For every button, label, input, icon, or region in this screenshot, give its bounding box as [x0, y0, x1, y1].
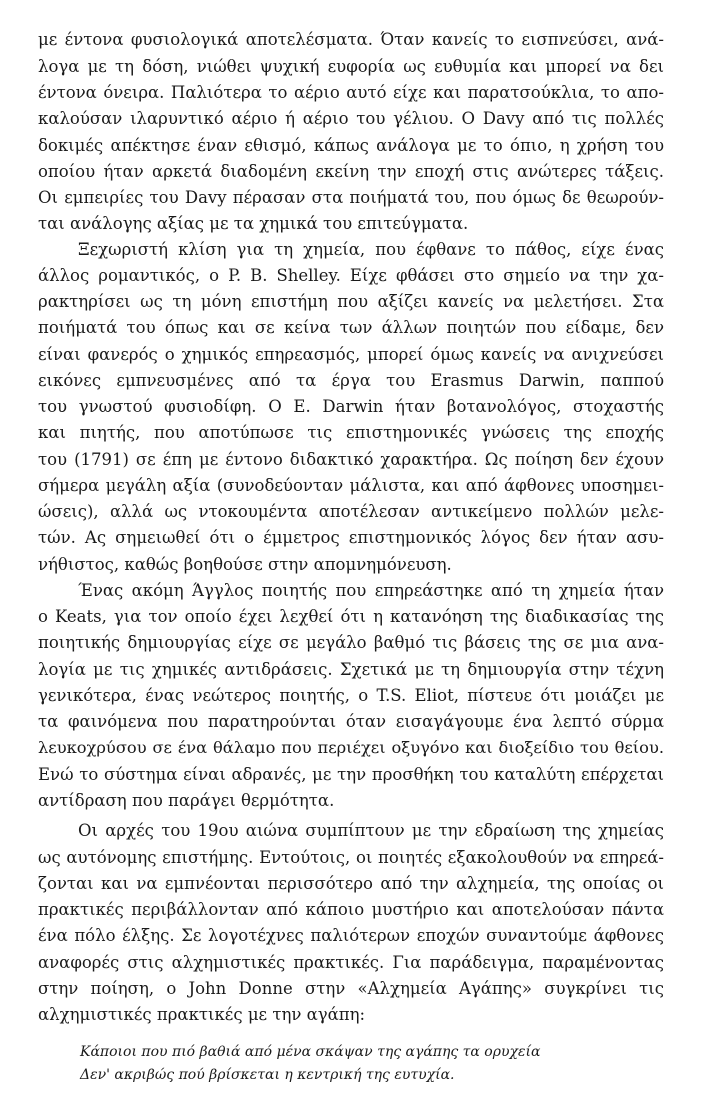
text-line: λευκοχρύσου σε ένα θάλαμο που περιέχει οξυγόνο και διοξείδιο του θείου. [38, 738, 664, 757]
text-line: καλούσαν ιλαρυντικό αέριο ή αέριο του γέλιου. Ο Davy από τις πολλές [38, 109, 664, 128]
text-line: πρακτικές περιβάλλονταν από κάποιο μυστήριο και αποτελούσαν πάντα [38, 900, 664, 919]
text-line: είναι φανερός ο χημικός επηρεασμός, μπορεί όμως κανείς να ανιχνεύσει [38, 345, 664, 364]
text-line: αλχημιστικές πρακτικές με την αγάπη: [38, 1005, 366, 1024]
text-line: ο Keats, για τον οποίο έχει λεχθεί ότι η κατανόηση της διαδικασίας της [38, 607, 664, 626]
quote-line: Κάποιοι που πιό βαθιά από μένα σκάψαν της αγάπης τα ορυχεία [80, 1044, 541, 1060]
text-line: ως αυτόνομης επιστήμης. Εντούτοις, οι ποιητές εξακολουθούν να επηρεά- [38, 848, 664, 867]
text-line: ζονται και να εμπνέονται περισσότερο από την αλχημεία, της οποίας οι [38, 874, 664, 893]
text-line: τα φαινόμενα που παρατηρούνται όταν εισαγάγουμε ένα λεπτό σύρμα [38, 712, 664, 731]
text-line: έντονα όνειρα. Παλιότερα το αέριο αυτό είχε και παρατσούκλια, το απο- [38, 83, 664, 102]
quote-line: Δεν' ακριβώς πού βρίσκεται η κεντρική της ευτυχία. [80, 1067, 455, 1083]
text-line: με έντονα φυσιολογικά αποτελέσματα. Όταν κανείς το εισπνεύσει, ανά- [38, 30, 664, 49]
text-line: αντίδραση που παράγει θερμότητα. [38, 791, 335, 810]
text-line: λογία με τις χημικές αντιδράσεις. Σχετικά με τη δημιουργία στην τέχνη [38, 660, 664, 679]
text-line: ται ανάλογης αξίας με τα χημικά του επιτεύγματα. [38, 214, 469, 233]
text-line: οποίου ήταν αρκετά διαδομένη εκείνη την εποχή στις ανώτερες τάξεις. [38, 162, 664, 181]
text-line: Ξεχωριστή κλίση για τη χημεία, που έφθανε το πάθος, είχε ένας [78, 240, 664, 259]
text-line: του (1791) σε έπη με έντονο διδακτικό χαρακτήρα. Ως ποίηση δεν έχουν [38, 450, 664, 469]
text-line: ώσεις), αλλά ως ντοκουμέντα αποτέλεσαν αντικείμενο πολλών μελε- [38, 502, 664, 521]
text-line: δοκιμές απέκτησε έναν εθισμό, κάπως ανάλογα με το όπιο, η χρήση του [38, 136, 664, 155]
text-line: σήμερα μεγάλη αξία (συνοδεύονταν μάλιστα, και από άφθονες υποσημει- [38, 476, 664, 495]
text-line: Οι εμπειρίες του Davy πέρασαν στα ποιήματά του, που όμως δε θεωρούν- [38, 188, 664, 207]
text-line: λογα με τη δόση, νιώθει ψυχική ευφορία ως ευθυμία και μπορεί να δει [38, 57, 664, 76]
text-line: ποιητικής δημιουργίας είχε σε μεγάλο βαθμό τις βάσεις της σε μια ανα- [38, 633, 664, 652]
text-line: αναφορές στις αλχημιστικές πρακτικές. Για παράδειγμα, παραμένοντας [38, 953, 664, 972]
text-line: γενικότερα, ένας νεώτερος ποιητής, ο T.S. Eliot, πίστευε ότι μοιάζει με [38, 686, 664, 705]
text-line: του γνωστού φυσιοδίφη. Ο E. Darwin ήταν βοτανολόγος, στοχαστής [38, 397, 664, 416]
text-line: άλλος ρομαντικός, ο P. B. Shelley. Είχε φθάσει στο σημείο να την χα- [38, 266, 664, 285]
text-line: εικόνες εμπνευσμένες από τα έργα του Erasmus Darwin, παππού [38, 371, 664, 390]
text-line: Ένας ακόμη Άγγλος ποιητής που επηρεάστηκε από τη χημεία ήταν [78, 581, 664, 600]
text-line: Ενώ το σύστημα είναι αδρανές, με την προσθήκη του καταλύτη επέρχεται [38, 765, 664, 784]
text-line: Οι αρχές του 19ου αιώνα συμπίπτουν με την εδραίωση της χημείας [78, 821, 664, 840]
text-line: τών. Ας σημειωθεί ότι ο έμμετρος επιστημονικός λόγος δεν ήταν ασυ- [38, 528, 664, 547]
text-line: στην ποίηση, ο John Donne στην «Αλχημεία Αγάπης» συγκρίνει τις [38, 979, 664, 998]
text-line: ποιήματά του όπως και σε κείνα των άλλων ποιητών που είδαμε, δεν [38, 318, 664, 337]
text-line: ρακτηρίσει ως τη μόνη επιστήμη που αξίζει κανείς να μελετήσει. Στα [38, 292, 664, 311]
text-line: ένα πόλο έλξης. Σε λογοτέχνες παλιότερων εποχών συναντούμε άφθονες [38, 926, 664, 945]
text-line: νήθιστος, καθώς βοηθούσε στην απομνημόνευση. [38, 555, 452, 574]
text-line: και πιητής, που αποτύπωσε τις επιστημονικές γνώσεις της εποχής [38, 423, 664, 442]
